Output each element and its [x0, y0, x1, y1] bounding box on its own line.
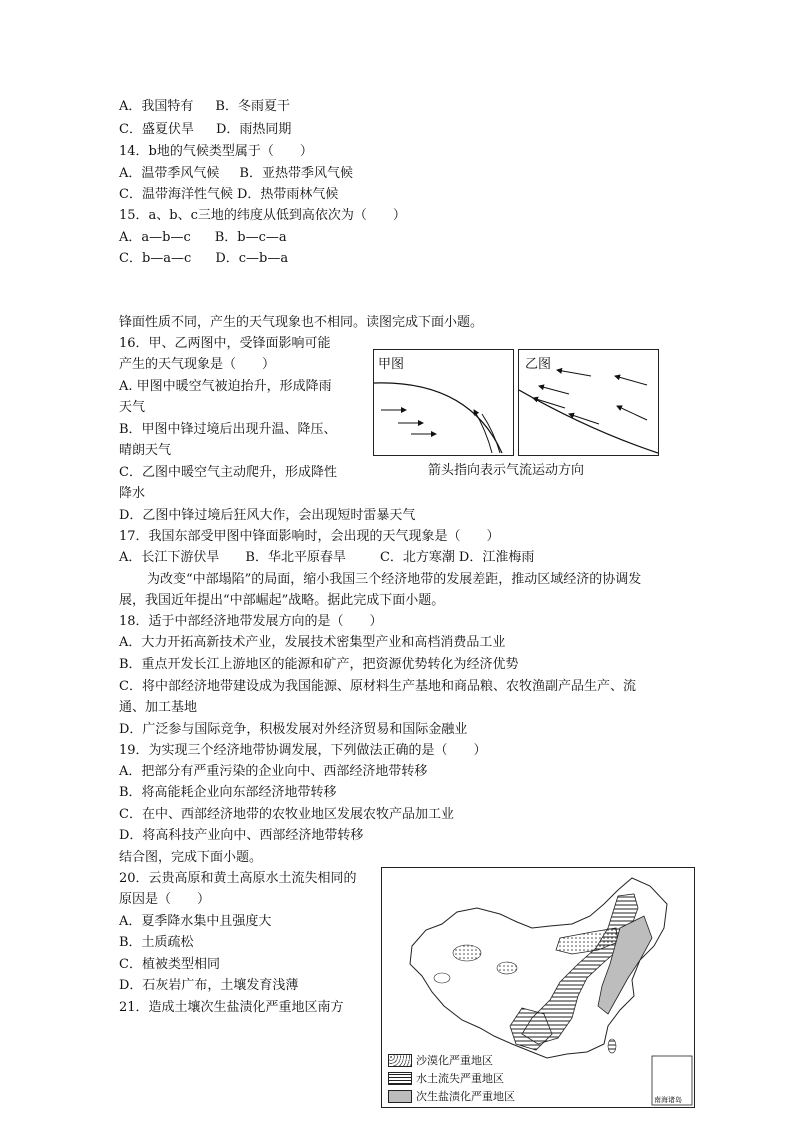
q16-option-a-line2: 天气: [119, 400, 146, 415]
q14-option-c: C．温带海洋性气候: [119, 187, 233, 202]
front-line: [519, 390, 658, 453]
q14-option-a: A．温带季风气候: [119, 166, 220, 181]
q16-option-d: D．乙图中锋过境后狂风大作，会出现短时雷暴天气: [119, 508, 416, 523]
legend-desert-label: 沙漠化严重地区: [416, 1054, 493, 1067]
q18-option-d: D．广泛参与国际竞争，积极发展对外经济贸易和国际金融业: [119, 722, 468, 737]
q20-option-a: A．夏季降水集中且强度大: [119, 914, 272, 929]
erosion-swatch: [388, 1072, 412, 1085]
q20-option-b: B．土质疏松: [119, 935, 194, 950]
q16-option-c-line1: C．乙图中暖空气主动爬升，形成降性: [119, 465, 337, 480]
q13-option-c: C．盛夏伏旱: [119, 122, 194, 137]
q15-options-row2: [119, 250, 288, 268]
q13-option-d: D．雨热同期: [215, 122, 292, 137]
q16-stem-line2: 产生的天气现象是（ ）: [119, 357, 276, 372]
china-map-figure: [381, 867, 695, 1108]
jia-label: 甲图: [378, 357, 405, 372]
legend-salinization: [388, 1088, 515, 1104]
q18-option-c-line1: C．将中部经济地带建设成为我国能源、原材料生产基地和商品粮、农牧渔副产品生产、流: [119, 679, 636, 694]
q16-option-c-line2: 降水: [119, 486, 146, 501]
desert-patch: [497, 962, 517, 974]
q13-option-a: A．我国特有: [119, 99, 194, 114]
cold-front-diagram: [374, 350, 513, 455]
q21-stem: 21．造成土壤次生盐渍化严重地区南方: [119, 1000, 344, 1015]
desert-swatch: [388, 1054, 412, 1067]
q15-options-row1: [119, 229, 287, 247]
airflow-arrow: [557, 370, 591, 376]
econ-intro-line2: 展，我国近年提出“中部崛起”战略。据此完成下面小题。: [119, 593, 445, 608]
q14-option-d: D．热带雨林气候: [236, 187, 339, 202]
q15-option-b: B．b—c—a: [214, 230, 287, 245]
airflow-arrow: [539, 386, 569, 394]
q17-options: [119, 549, 534, 567]
q14-option-b: B．亚热带季风气候: [239, 166, 353, 181]
airflow-arrow: [615, 376, 647, 385]
q16-option-b-line1: B．甲图中锋过境后出现升温、降压、: [119, 422, 337, 437]
q15-option-d: D．c—b—a: [215, 251, 289, 266]
inset-label: 南海诸岛: [654, 1096, 682, 1104]
q17-option-c: C．北方寒潮: [379, 550, 455, 565]
q17-option-b: B．华北平原春旱: [245, 550, 346, 565]
legend-erosion-label: 水土流失严重地区: [416, 1072, 504, 1085]
q17-option-d: D．江淮梅雨: [458, 550, 535, 565]
q18-stem: 18．适于中部经济地带发展方向的是（ ）: [119, 614, 383, 629]
q16-option-a-line1: A. 甲图中暖空气被迫抬升，形成降雨: [119, 379, 332, 394]
front-figure-yi: [518, 349, 659, 456]
lake: [434, 973, 450, 983]
front-intro: 锋面性质不同，产生的天气现象也不相同。读图完成下面小题。: [119, 315, 484, 330]
q20-option-c: C．植被类型相同: [119, 957, 220, 972]
warm-front-diagram: [519, 350, 658, 455]
desert-patch: [453, 945, 481, 961]
q15-stem: 15．a、b、c三地的纬度从低到高依次为（ ）: [119, 208, 406, 223]
q13-options-row2: [119, 121, 291, 139]
legend-salinization-label: 次生盐渍化严重地区: [416, 1090, 515, 1103]
lake: [608, 1039, 616, 1053]
q19-option-d: D．将高科技产业向中、西部经济地带转移: [119, 828, 364, 843]
q15-option-c: C．b—a—c: [119, 251, 192, 266]
q18-option-c-line2: 通、加工基地: [119, 700, 198, 715]
q13-option-b: B．冬雨夏干: [215, 99, 290, 114]
q20-stem-line1: 20．云贵高原和黄土高原水土流失相同的: [119, 871, 357, 886]
q14-stem: 14．b地的气候类型属于（ ）: [119, 144, 313, 159]
q18-option-a: A．大力开拓高新技术产业，发展技术密集型产业和高档消费品工业: [119, 635, 506, 650]
front-figure-jia: [373, 349, 514, 456]
legend-desert: [388, 1052, 493, 1068]
q16-stem-line1: 16．甲、乙两图中，受锋面影响可能: [119, 336, 331, 351]
q20-stem-line2: 原因是（ ）: [119, 892, 211, 907]
q17-stem: 17．我国东部受甲图中锋面影响时，会出现的天气现象是（ ）: [119, 529, 500, 544]
yi-label: 乙图: [525, 357, 552, 372]
q20-option-d: D．石灰岩广布，土壤发育浅薄: [119, 978, 299, 993]
q18-option-b: B．重点开发长江上游地区的能源和矿产，把资源优势转化为经济优势: [119, 657, 519, 672]
front-figure-caption: 箭头指向表示气流运动方向: [428, 463, 585, 478]
q14-options-row1: [119, 165, 353, 183]
salinization-swatch: [388, 1090, 412, 1103]
airflow-arrow: [617, 406, 647, 420]
legend-erosion: [388, 1070, 504, 1086]
econ-intro-line1: 为改变“中部塌陷”的局面，缩小我国三个经济地带的发展差距，推动区域经济的协调发: [147, 572, 642, 587]
q19-option-b: B．将高能耗企业向东部经济地带转移: [119, 785, 337, 800]
q17-option-a: A．长江下游伏旱: [119, 550, 220, 565]
q19-option-a: A．把部分有严重污染的企业向中、西部经济地带转移: [119, 764, 428, 779]
front-line: [374, 383, 502, 453]
q16-option-b-line2: 晴朗天气: [119, 443, 172, 458]
map-intro: 结合图，完成下面小题。: [119, 850, 263, 865]
q13-options-row1: [119, 98, 290, 116]
q15-option-a: A．a—b—c: [119, 230, 191, 245]
q19-stem: 19．为实现三个经济地带协调发展，下列做法正确的是（ ）: [119, 743, 487, 758]
q14-options-row2: [119, 186, 338, 204]
q19-option-c: C．在中、西部经济地带的农牧业地区发展农牧产品加工业: [119, 807, 454, 822]
